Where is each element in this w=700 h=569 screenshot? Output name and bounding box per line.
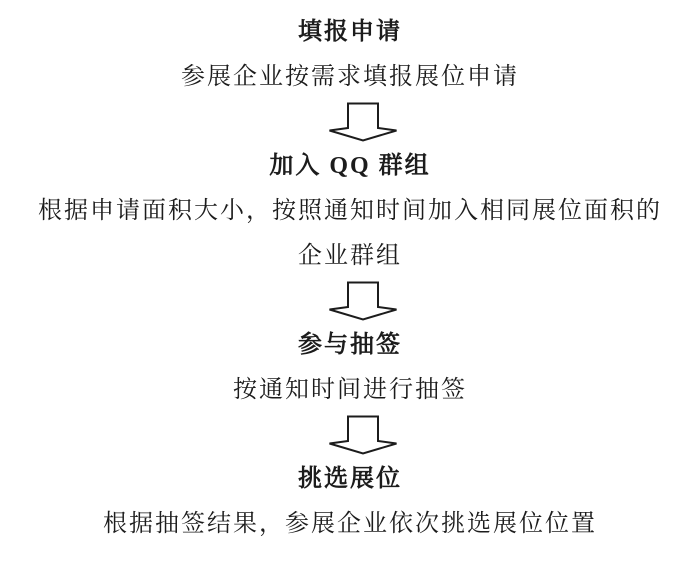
step-title: 填报申请 <box>298 19 402 45</box>
step-description-line-1: 根据申请面积大小，按照通知时间加入相同展位面积的 <box>38 198 662 224</box>
flow-step-pick-booth <box>0 457 700 547</box>
step-description-line-2: 企业群组 <box>298 243 402 269</box>
down-block-arrow-icon <box>0 415 700 455</box>
step-description: 根据抽签结果，参展企业依次挑选展位位置 <box>103 511 597 537</box>
down-block-arrow-icon <box>0 281 700 321</box>
down-block-arrow-shape <box>330 283 397 320</box>
step-description: 参展企业按需求填报展位申请 <box>181 64 519 90</box>
step-title: 挑选展位 <box>298 466 402 492</box>
step-description: 按通知时间进行抽签 <box>233 377 467 403</box>
flow-step-join-lottery <box>0 323 700 413</box>
step-title: 加入 QQ 群组 <box>269 153 431 179</box>
flow-step-fill-application <box>0 10 700 100</box>
down-block-arrow-shape <box>330 104 397 141</box>
step-title: 参与抽签 <box>298 332 402 358</box>
down-block-arrow-icon <box>0 102 700 142</box>
down-block-arrow-shape <box>330 417 397 454</box>
flow-step-join-qq-group <box>0 144 700 279</box>
